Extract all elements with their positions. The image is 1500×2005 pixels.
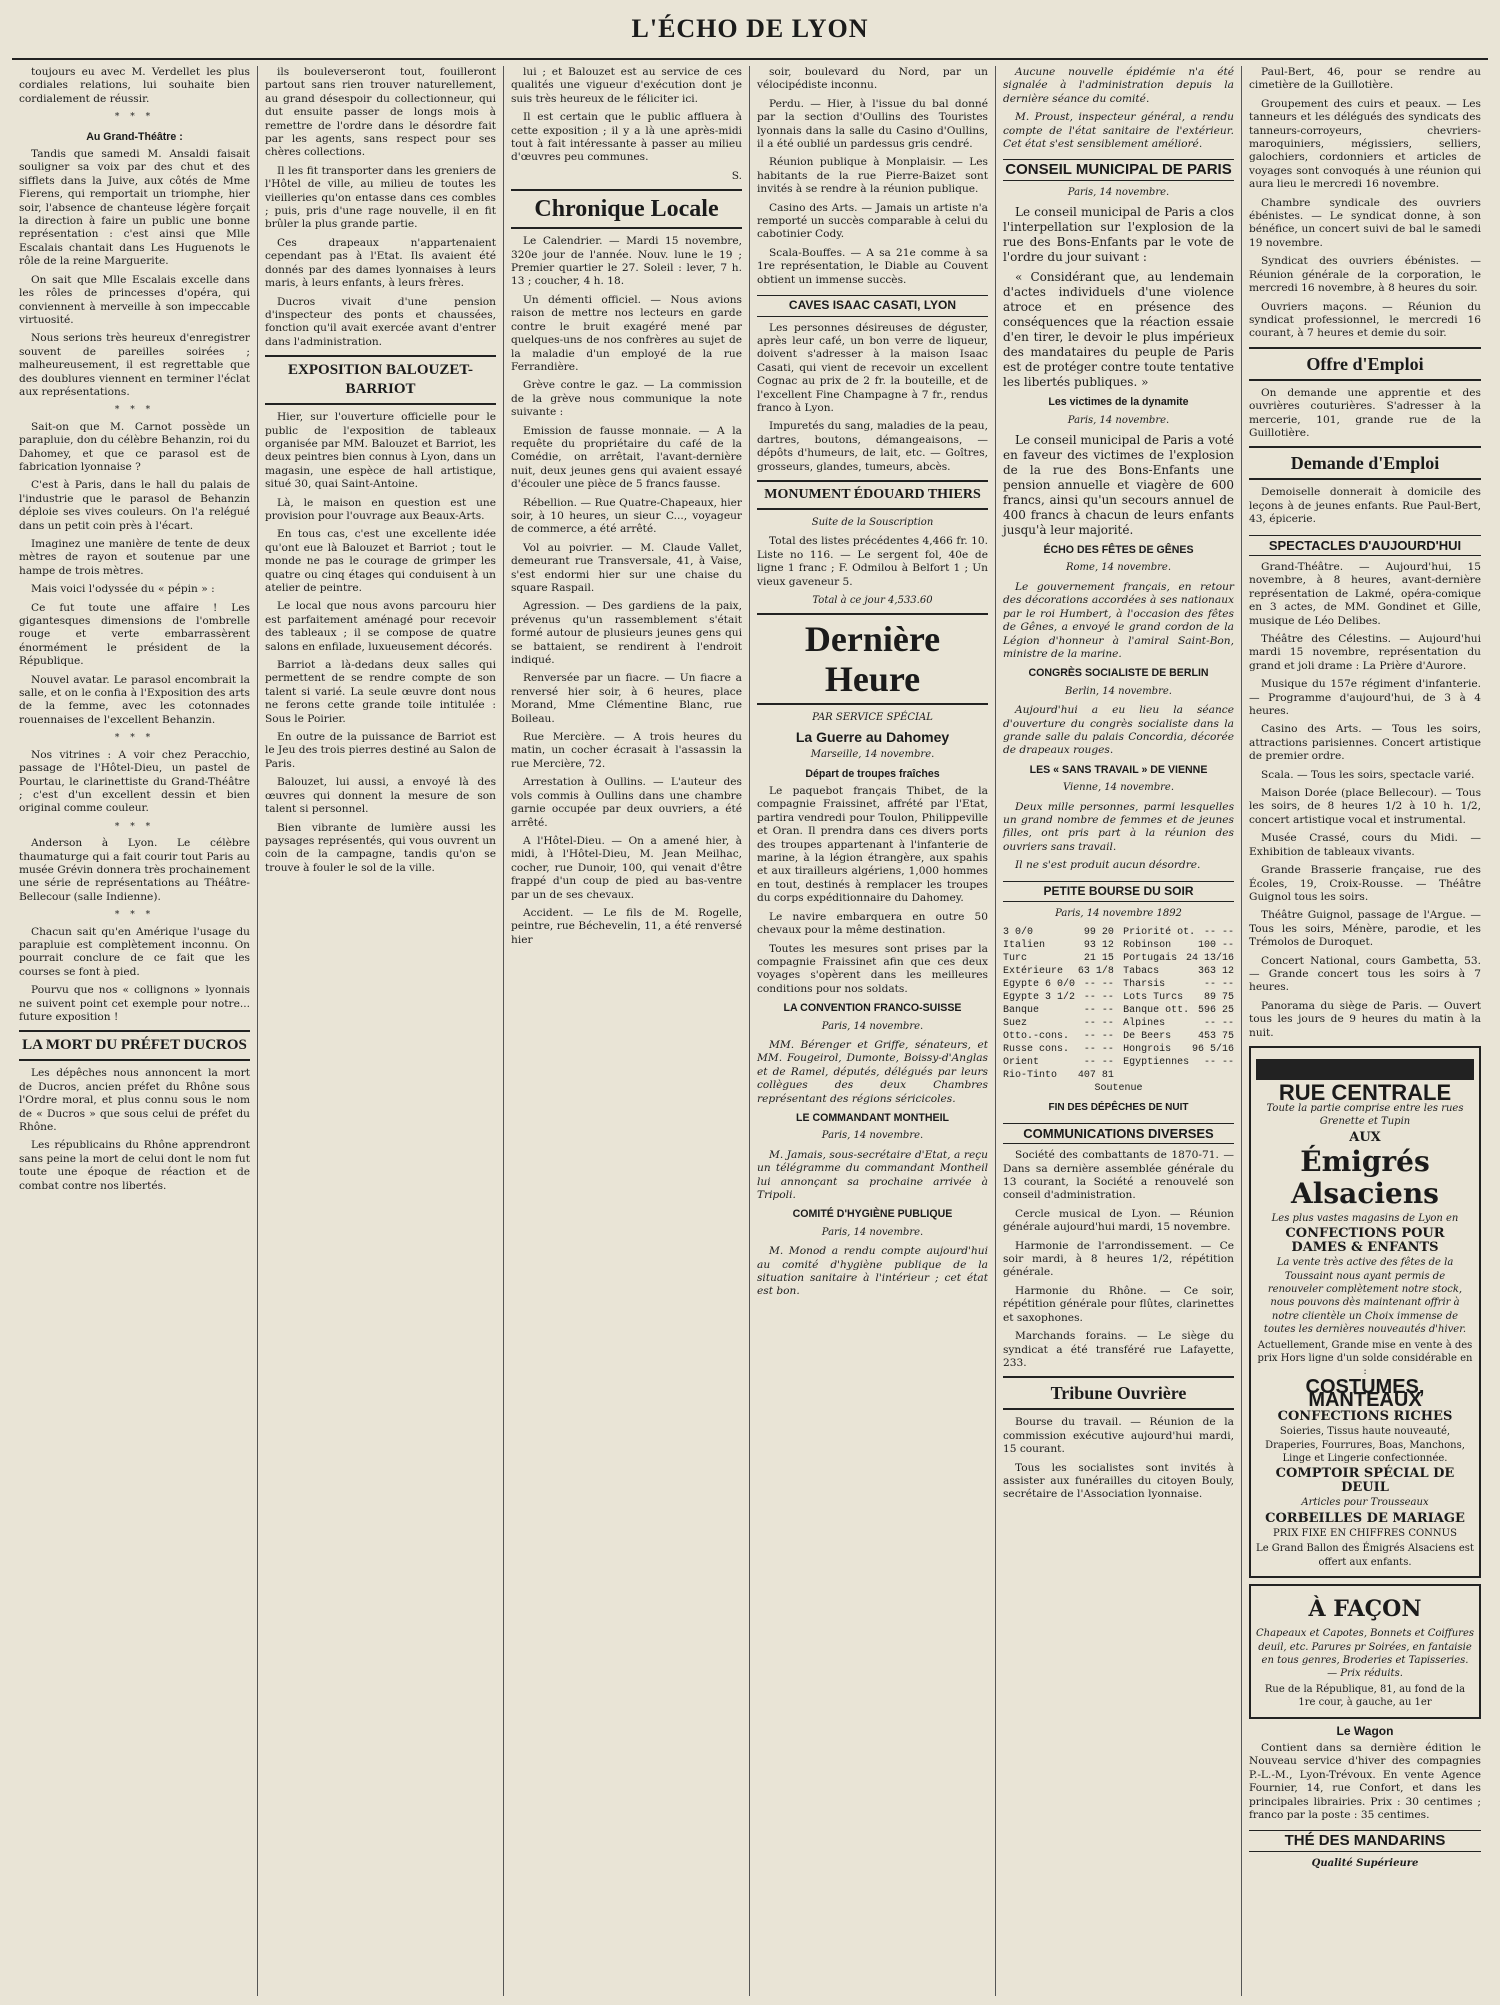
paragraph: Rue Mercière. — A trois heures du matin, un cocher écrasait à l'assassin la rue Mercière, 72. — [511, 731, 742, 770]
ad-subheading: Qualité Supérieure — [1311, 1857, 1419, 1869]
bourse-footer: Soutenue — [1094, 1083, 1143, 1095]
table-row: Orient -- -- — [1003, 1057, 1114, 1069]
paragraph: Les personnes désireuses de déguster, après leur café, un bon verre de liqueur, doivent s'adresser à la maison Isaac Casati, qui vient de recevoir un excellent Cognac au prix de 2 fr. la bouteille, et de l'excellent Fine Champagne à 7 fr., rendus franco à Lyon. — [757, 321, 988, 414]
table-row: 3 0/0 99 20 — [1003, 927, 1114, 939]
paragraph: Balouzet, lui aussi, a envoyé là des œuvres qui donnent la mesure de son talent si personnel. — [265, 776, 496, 816]
ad-heading-the: THÉ DES MANDARINS — [1249, 1830, 1481, 1851]
table-row: Egyptiennes -- -- — [1123, 1057, 1234, 1069]
paragraph: Emission de fausse monnaie. — A la requête du propriétaire du café de la Comédie, on arrêtait, l'avant-dernière nuit, deux jeunes gens qui avaient essayé d'écouler une pièce de 5 francs fausse. — [511, 424, 742, 491]
ad-text: Toute la partie comprise entre les rues Grenette et Tupin — [1266, 1102, 1464, 1128]
heading-demande-emploi: Demande d'Emploi — [1249, 446, 1481, 480]
paragraph: Harmonie de l'arrondissement. — Ce soir mardi, à 8 heures 1/2, répétition générale. — [1003, 1239, 1234, 1279]
paragraph: toujours eu avec M. Verdellet les plus cordiales relations, lui souhaite bien cordialement de réussir. — [19, 66, 250, 105]
paragraph: Ce fut toute une affaire ! Les gigantesques dimensions de l'ombrelle rouge et verte embarrassèrent énormément le président de la République. — [19, 601, 250, 668]
dateline: Vienne, 14 novembre. — [1062, 782, 1174, 794]
masthead-rule — [12, 58, 1488, 60]
paragraph: Casino des Arts. — Jamais un artiste n'a remporté un succès comparable à celui du cabotinier Cody. — [757, 201, 988, 241]
bourse-table — [1003, 926, 1234, 1095]
paragraph: Syndicat des ouvriers ébénistes. — Réunion générale de la corporation, le mercredi 16 novembre, à 8 heures du soir. — [1249, 255, 1481, 295]
paragraph: Grande Brasserie française, rue des Écoles, 19, Croix-Rousse. — Théâtre Guignol tous les soirs. — [1249, 864, 1481, 903]
ad-text: CORBEILLES DE MARIAGE — [1265, 1510, 1465, 1526]
dateline: Paris, 14 novembre. — [1067, 186, 1170, 198]
dateline: Paris, 14 novembre. — [821, 1020, 924, 1032]
paragraph: Réunion publique à Monplaisir. — Les habitants de la rue Pierre-Baizet sont invités à se rendre à la réunion publique. — [757, 156, 988, 196]
section-heading: LA CONVENTION FRANCO-SUISSE — [783, 1002, 962, 1015]
table-row: Egypte 6 0/0 -- -- — [1003, 979, 1114, 991]
column-3 — [504, 66, 750, 1996]
paragraph: Cercle musical de Lyon. — Réunion générale aujourd'hui mardi, 15 novembre. — [1003, 1207, 1234, 1234]
ad-text: COMPTOIR SPÉCIAL DE DEUIL — [1275, 1466, 1455, 1495]
paragraph: Marchands forains. — Le siège du syndicat a été transféré rue Lafayette, 233. — [1003, 1330, 1234, 1369]
article-heading-chronique: Chronique Locale — [511, 189, 742, 229]
section-heading-conseil: CONSEIL MUNICIPAL DE PARIS — [1003, 159, 1234, 180]
separator-stars: * * * — [114, 733, 155, 744]
separator-stars: * * * — [114, 405, 155, 416]
paragraph: Ouvriers maçons. — Réunion du syndicat professionnel, le mercredi 16 courant, à 7 heures et demie du soir. — [1249, 300, 1481, 340]
paragraph: Les républicains du Rhône apprendront sans peine la mort de celui dont le nom fut toute une époque de réaction et de combat contre nos libertés. — [19, 1139, 250, 1192]
paragraph: Grève contre le gaz. — La commission de la grève nous communique la note suivante : — [511, 379, 742, 419]
section-heading-bourse: PETITE BOURSE DU SOIR — [1003, 881, 1234, 902]
ad-banner — [1256, 1059, 1474, 1080]
paragraph: Vol au poivrier. — M. Claude Vallet, demeurant rue Transversale, 41, à Vaise, s'est endormi hier sur une chaise du square Raspail. — [511, 541, 742, 594]
column-2 — [258, 66, 504, 1996]
paragraph: Mais voici l'odyssée du « pépin » : — [31, 583, 215, 596]
section-heading: Les victimes de la dynamite — [1048, 396, 1189, 409]
paragraph: Il est certain que le public affluera à cette exposition ; il y a là une après-midi tout à fait intéressante à passer au milieu d'œuvres peu communes. — [511, 111, 742, 164]
paragraph: Demoiselle donnerait à domicile des leçons à de jeunes enfants. Rue Paul-Bert, 43, épicerie. — [1249, 486, 1481, 526]
subscription-total: Total à ce jour 4,533.60 — [812, 595, 933, 606]
table-row: Hongrois 96 5/16 — [1123, 1044, 1234, 1056]
paragraph: Accident. — Le fils de M. Rogelle, peintre, rue Béchevelin, 11, a été renversé hier — [511, 906, 742, 946]
paragraph: Agression. — Des gardiens de la paix, prévenus qu'un rassemblement s'était formé autour de plusieurs jeunes gens qui se battaient, se rendirent à l'endroit indiqué. — [511, 600, 742, 667]
paragraph: Hier, sur l'ouverture officielle pour le public de l'exposition de tableaux organisée par MM. Balouzet et Barriot, les deux peintres bien connus à Lyon, dans un magasin, une espèce de hall artistique, situé 30, quai Saint-Antoine. — [265, 411, 496, 491]
table-row: De Beers 453 75 — [1123, 1031, 1234, 1043]
subheading: Départ de troupes fraîches — [805, 767, 940, 780]
paragraph: Total des listes précédentes 4,466 fr. 10. Liste no 116. — Le sergent fol, 40e de ligne 1 franc ; F. Odmilou à Belfort 1 ; Un vieux gaveneur 5. — [757, 535, 988, 588]
paragraph: Perdu. — Hier, à l'issue du bal donné par la section d'Oullins des Touristes lyonnais dans la salle du Casino d'Oullins, il a été oublié un pardessus gris cendré. — [757, 97, 988, 151]
separator-stars: * * * — [114, 112, 155, 123]
paragraph: Théâtre des Célestins. — Aujourd'hui mardi 15 novembre, représentation du grand et joli drame : La Prière d'Aurore. — [1249, 633, 1481, 672]
paragraph: Le conseil municipal de Paris a clos l'interpellation sur l'explosion de la rue des Bons-Enfants par le vote de l'ordre du jour suivant : — [1003, 205, 1234, 265]
paragraph: Nos vitrines : A voir chez Peracchio, passage de l'Hôtel-Dieu, un pastel de Pourtau, le clarinettiste du Grand-Théâtre ; c'est d'un excellent dessin et bien original comme couleur. — [19, 748, 250, 815]
paragraph: Scala. — Tous les soirs, spectacle varié. — [1261, 768, 1475, 781]
ad-text: Chapeaux et Capotes, Bonnets et Coiffures deuil, etc. Parures pr Soirées, en fantaisie en tous genres, Broderies et Tapisseries. — Prix réduits. — [1256, 1628, 1475, 1680]
paragraph: Pourvu que nos « collignons » lyonnais ne suivent point cet exemple pour notre... future exposition ! — [19, 984, 250, 1023]
ad-text: CONFECTIONS POUR DAMES & ENFANTS — [1285, 1226, 1445, 1255]
table-row: Rio-Tinto 407 81 — [1003, 1070, 1114, 1082]
table-row: Robinson 100 -- — [1123, 940, 1234, 952]
paragraph: Imaginez une manière de tente de deux mètres de rayon et soutenue par une hampe de trois mètres. — [19, 538, 250, 577]
newspaper-title: L'ÉCHO DE LYON — [631, 14, 869, 43]
paragraph: En tous cas, c'est une excellente idée qu'ont eue là Balouzet et Barriot ; tout le monde ne pas le courage de grimper les quatre ou cinq étages qui conduisent à un atelier de peintre. — [265, 528, 496, 594]
table-row: Tabacs 363 12 — [1123, 966, 1234, 978]
paragraph: Le navire embarquera en outre 50 chevaux pour la même destination. — [757, 910, 988, 937]
paragraph: Il les fit transporter dans les greniers de l'Hôtel de ville, au milieu de toutes les vieilleries qu'on entasse dans ces combles ; puis, pris d'une rage nouvelle, il en fit brûler la plus grande partie. — [265, 164, 496, 231]
table-row: Tharsis -- -- — [1123, 979, 1234, 991]
dateline: Paris, 14 novembre. — [821, 1130, 924, 1142]
signature: S. — [731, 169, 742, 182]
paragraph: lui ; et Balouzet est au service de ces qualités une vigueur d'exécution dont je suis très heureux de le féliciter ici. — [511, 66, 742, 105]
paragraph: Renversée par un fiacre. — Un fiacre a renversé hier soir, à 6 heures, place Morand, Mme Clémentine Blanc, rue Boileau. — [511, 672, 742, 725]
ad-heading-caves: CAVES ISAAC CASATI, LYON — [757, 295, 988, 316]
paragraph: Paul-Bert, 46, pour se rendre au cimetière de la Guillotière. — [1249, 66, 1481, 92]
table-row: Lots Turcs 89 75 — [1123, 992, 1234, 1004]
column-1 — [12, 66, 258, 1996]
dateline: Paris, 14 novembre. — [821, 1226, 924, 1238]
paragraph: Le local que nous avons parcouru hier est parfaitement aménagé pour recevoir des tableaux ; il se compose de quatre salons en enfilade, luxueusement décorés. — [265, 600, 496, 653]
table-row: Portugais 24 13/16 — [1123, 953, 1234, 965]
paragraph: Sait-on que M. Carnot possède un parapluie, don du célèbre Behanzin, roi du Dahomey, et que ce parasol est de fabrication lyonnaise ? — [19, 420, 250, 473]
section-heading-wagon: Le Wagon — [1336, 1723, 1394, 1738]
ad-text: Les plus vastes magasins de Lyon en — [1271, 1213, 1459, 1224]
paragraph: Scala-Bouffes. — A sa 21e comme à sa 1re représentation, le Diable au Couvent obtient un immense succès. — [757, 246, 988, 286]
table-row: Russe cons. -- -- — [1003, 1044, 1114, 1056]
table-row: Egypte 3 1/2 -- -- — [1003, 992, 1114, 1004]
table-row: Priorité ot. -- -- — [1123, 927, 1234, 939]
ad-text: CONFECTIONS RICHES — [1277, 1408, 1453, 1424]
paragraph: Harmonie du Rhône. — Ce soir, répétition générale pour flûtes, clarinettes et saxophones. — [1003, 1284, 1234, 1324]
ad-text: PRIX FIXE EN CHIFFRES CONNUS — [1273, 1527, 1457, 1539]
section-heading-tribune: Tribune Ouvrière — [1003, 1376, 1234, 1410]
ad-heading: À FAÇON — [1308, 1596, 1422, 1623]
paragraph: Toutes les mesures sont prises par la compagnie Fraissinet afin que ces deux voyages s'opèrent dans les meilleures conditions pour nos soldats. — [757, 942, 988, 995]
paragraph: Contient dans sa dernière édition le Nouveau service d'hiver des compagnies P.-L.-M., Lyon-Trévoux. En vente Agence Fournier, 14, rue Confort, et dans les principales librairies. Prix : 30 centimes ; franco par la poste : 35 centimes. — [1249, 1742, 1481, 1822]
ad-text: Articles pour Trousseaux — [1301, 1497, 1429, 1509]
dateline: Rome, 14 novembre. — [1066, 562, 1171, 574]
paragraph: MM. Bérenger et Griffe, sénateurs, et MM. Fougeirol, Dumonte, Boissy-d'Anglas et de Ramel, députés, délégués par leurs collègues des deux Chambres représentant des régions séricicoles. — [757, 1038, 988, 1105]
column-6 — [1242, 66, 1488, 1996]
paragraph: Ducros vivait d'une pension d'inspecteur des ponts et chaussées, fonction qu'il avait exercée avant d'entrer dans l'administration. — [265, 295, 496, 348]
paragraph: M. Proust, inspecteur général, a rendu compte de l'état sanitaire de l'extérieur. Cet état s'est sensiblement amélioré. — [1003, 111, 1234, 151]
paragraph: Rébellion. — Rue Quatre-Chapeaux, hier soir, à 10 heures, un sieur C..., voyageur de commerce, a été arrêté. — [511, 496, 742, 536]
masthead — [0, 0, 1500, 58]
bourse-left — [1003, 926, 1114, 1082]
paragraph: ils bouleverseront tout, fouilleront partout sans rien trouver naturellement, au grand désespoir du collectionneur, qui dut ensuite passer de longs mois à remettre de l'ordre dans le désordre fait par les agents, sans respect pour ses chères collections. — [265, 66, 496, 159]
paragraph: Société des combattants de 1870-71. — Dans sa dernière assemblée générale du 13 courant, la Société a renouvelé son conseil d'administration. — [1003, 1149, 1234, 1202]
paragraph: Aujourd'hui a eu lieu la séance d'ouverture du congrès socialiste dans la grande salle du palais Concordia, décorée de drapeaux rouges. — [1003, 704, 1234, 757]
paragraph: Maison Dorée (place Bellecour). — Tous les soirs, de 8 heures 1/2 à 10 h. 1/2, concert artistique vocal et instrumental. — [1249, 787, 1481, 826]
paragraph: Impuretés du sang, maladies de la peau, dartres, boutons, démangeaisons, — dépôts d'humeurs, de lait, etc. — Goîtres, grosseurs, glandes, tumeurs, abcès. — [757, 420, 988, 473]
article-heading-monument: MONUMENT ÉDOUARD THIERS — [757, 480, 988, 510]
article-heading-derniere-heure: Dernière Heure — [757, 613, 988, 705]
section-heading: Au Grand-Théâtre : — [86, 130, 183, 143]
paragraph: Le gouvernement français, en retour des décorations accordées à ses nationaux par le roi Humbert, à l'occasion des fêtes de Gênes, a envoyé le grand cordon de la Légion d'honneur à l'amiral Saint-Bon, ministre de la marine. — [1003, 580, 1234, 660]
section-heading: LES « SANS TRAVAIL » DE VIENNE — [1029, 763, 1208, 776]
section-heading: COMITÉ D'HYGIÈNE PUBLIQUE — [792, 1208, 953, 1221]
paragraph: On sait que Mlle Escalais excelle dans les rôles de princesses d'opéra, qui conviennent à merveille à son impeccable virtuosité. — [19, 273, 250, 326]
paragraph: Là, le maison en question est une provision pour l'ouvrage aux Beaux-Arts. — [265, 496, 496, 522]
paragraph: Il ne s'est produit aucun désordre. — [1015, 859, 1201, 872]
table-row: Extérieure 63 1/8 — [1003, 966, 1114, 978]
separator-stars: * * * — [114, 910, 155, 921]
paragraph: Musée Crassé, cours du Midi. — Exhibition de tableaux vivants. — [1249, 832, 1481, 858]
dateline: Marseille, 14 novembre. — [810, 749, 935, 761]
dateline: Berlin, 14 novembre. — [1065, 685, 1172, 697]
ad-text: La vente très active des fêtes de la Toussaint nous ayant permis de renouveler complètement notre stock, nous pouvons dès maintenant offrir à notre clientèle un Choix immense de toutes les dernières nouveautés d'hiver. — [1263, 1257, 1467, 1336]
ad-text: Rue de la République, 81, au fond de la 1re cour, à gauche, au 1er — [1264, 1683, 1466, 1709]
paragraph: Grand-Théâtre. — Aujourd'hui, 15 novembre, à 8 heures, avant-dernière représentation de Lakmé, opéra-comique en 3 actes, de MM. Gondinet et Gille, musique de Léo Delibes. — [1249, 560, 1481, 627]
paragraph: Tous les socialistes sont invités à assister aux funérailles du citoyen Bouly, secrétaire de l'Association lyonnaise. — [1003, 1461, 1234, 1501]
paragraph: Chacun sait qu'en Amérique l'usage du parapluie est complètement inconnu. On pourrait conclure de ce fait que les courses se font à pied. — [19, 925, 250, 978]
subheading: PAR SERVICE SPÉCIAL — [812, 712, 933, 724]
ad-text: Soieries, Tissus haute nouveauté, Draperies, Fourrures, Boas, Manchons, Linge et Lingerie confectionnée. — [1265, 1426, 1465, 1464]
paragraph: Nouvel avatar. Le parasol encombrait la salle, et on le confia à l'Exposition des arts de la femme, avec les cotonnades rouennaises de l'excellent Behanzin. — [19, 673, 250, 726]
column-5 — [996, 66, 1242, 1996]
paragraph: Nous serions très heureux d'enregistrer souvent de pareilles soirées ; malheureusement, il est regrettable que des doublures viennent en terminer l'éclat aux représentations. — [19, 332, 250, 398]
ad-text: AUX — [1349, 1129, 1381, 1145]
paragraph: Aucune nouvelle épidémie n'a été signalée à l'administration depuis la dernière séance du comité. — [1003, 66, 1234, 105]
article-heading-exposition: EXPOSITION BALOUZET-BARRIOT — [265, 355, 496, 405]
paragraph: En outre de la puissance de Barriot est le Jeu des trois pierres destiné au Salon de Paris. — [265, 731, 496, 770]
bourse-right — [1123, 926, 1234, 1082]
advertisement-facon — [1249, 1584, 1481, 1718]
paragraph: M. Monod a rendu compte aujourd'hui au comité d'hygiène publique de la situation sanitaire à l'intérieur ; cet état est bon. — [757, 1245, 988, 1298]
paragraph: soir, boulevard du Nord, par un vélocipédiste inconnu. — [757, 66, 988, 92]
paragraph: Deux mille personnes, parmi lesquelles un grand nombre de femmes et de jeunes filles, ont pris part à la réunion des ouvriers sans travail. — [1003, 800, 1234, 853]
paragraph: Le paquebot français Thibet, de la compagnie Fraissinet, affrété par l'Etat, partira vendredi pour Toulon, Philippeville et Oran. Il prendra dans ces divers ports des troupes appartenant à l'infanterie de marine, à la légion étrangère, aux spahis et aux tirailleurs algériens, 1,000 hommes en tout, destinés à remplacer les troupes du corps expéditionnaire du Dahomey. — [757, 785, 988, 905]
dateline: Paris, 14 novembre 1892 — [1055, 908, 1182, 919]
section-heading: CONGRÈS SOCIALISTE DE BERLIN — [1028, 667, 1209, 680]
dateline: Paris, 14 novembre. — [1067, 414, 1170, 426]
ad-text: RUE CENTRALE — [1278, 1080, 1452, 1106]
columns — [12, 66, 1488, 1996]
paragraph: Bien vibrante de lumière aussi les paysages représentés, qui vous ouvrent un coin de la campagne, tandis qu'on se trouve à fouler le sol de la ville. — [265, 821, 496, 874]
paragraph: « Considérant que, au lendemain d'actes individuels d'une violence atroce et en présence des conséquences que la réaction essaie d'en tirer, le devoir le plus impérieux des mandataires du peuple de Paris est de protéger contre toute tentative les libertés publiques. » — [1003, 270, 1234, 390]
separator-stars: * * * — [114, 821, 155, 832]
paragraph: C'est à Paris, dans le hall du palais de l'industrie que le parasol de Behanzin déploie ses vives couleurs. On l'a relégué dans un petit coin près à l'écart. — [19, 479, 250, 532]
section-heading: La Guerre au Dahomey — [795, 728, 950, 745]
ad-text: COSTUMES, MANTEAUX — [1305, 1375, 1425, 1412]
table-row: Turc 21 15 — [1003, 953, 1114, 965]
heading-offre-emploi: Offre d'Emploi — [1249, 347, 1481, 381]
table-row: Banque ott. 596 25 — [1123, 1005, 1234, 1017]
article-heading-ducros: LA MORT DU PRÉFET DUCROS — [19, 1030, 250, 1061]
paragraph: A l'Hôtel-Dieu. — On a amené hier, à midi, à l'Hôtel-Dieu, M. Jean Meilhac, cocher, rue Dunoir, 100, qui venait d'être frappé d'un coup de pied au bas-ventre par un de ses chevaux. — [511, 834, 742, 901]
paragraph: Les dépêches nous annoncent la mort de Ducros, ancien préfet du Rhône sous l'Ordre moral, et plus connu sous le nom de « Ducros » que sous celui de préfet du Rhône. — [19, 1067, 250, 1134]
table-row: Banque -- -- — [1003, 1005, 1114, 1017]
paragraph: Ces drapeaux n'appartenaient cependant pas à l'Etat. Ils avaient été donnés par des dames lyonnaises à leurs maris, à leurs enfants, à leurs frères. — [265, 236, 496, 290]
bourse-row — [1003, 926, 1234, 1082]
paragraph: Un démenti officiel. — Nous avions raison de mettre nos lecteurs en garde contre le bruit exagéré mené par quelques-uns de nos confrères au sujet de la maladie d'un employé de la rue Ferrandière. — [511, 293, 742, 373]
advertisement-emigres-alsaciens — [1249, 1046, 1481, 1578]
section-heading: LE COMMANDANT MONTHEIL — [795, 1111, 949, 1124]
table-row: Italien 93 12 — [1003, 940, 1114, 952]
paragraph: Le conseil municipal de Paris a voté en faveur des victimes de l'explosion de la rue des Bons-Enfants une pension annuelle et viagère de 600 francs, ainsi qu'un secours annuel de 400 francs à chacun de leurs enfants jusqu'à leur majorité. — [1003, 433, 1234, 538]
table-row: Suez -- -- — [1003, 1018, 1114, 1030]
heading-spectacles: SPECTACLES D'AUJOURD'HUI — [1249, 535, 1481, 556]
ad-text: Actuellement, Grande mise en vente à des prix Hors ligne d'un solde considérable en : — [1257, 1339, 1473, 1378]
section-heading: FIN DES DÉPÊCHES DE NUIT — [1048, 1102, 1189, 1114]
paragraph: Tandis que samedi M. Ansaldi faisait souligner sa voix par des chut et des sifflets dans la Juive, aux côtés de Mme Fierens, qui remportait un triomphe, hier soir, l'absence de chanteuse légère forçait la direction à faire un public une bonne représentation : c'est ainsi que Mlle Escalais chantait dans Les Huguenots le rôle de la reine Marguerite. — [19, 148, 250, 268]
paragraph: M. Jamais, sous-secrétaire d'Etat, a reçu un télégramme du commandant Montheil lui annonçant sa prochaine arrivée à Tripoli. — [757, 1148, 988, 1201]
paragraph: Barriot a là-dedans deux salles qui permettent de se rendre compte de son talent si varié. La seule œuvre dont nous ne ferons cette grande toile intitulée : Sous le Poirier. — [265, 659, 496, 725]
paragraph: Le Calendrier. — Mardi 15 novembre, 320e jour de l'année. Nouv. lune le 19 ; Premier quartier le 27. Soleil : lever, 7 h. 13 ; coucher, 4 h. 18. — [511, 235, 742, 288]
ad-text: Le Grand Ballon des Émigrés Alsaciens est offert aux enfants. — [1256, 1543, 1474, 1568]
section-heading: ÉCHO DES FÊTES DE GÊNES — [1043, 544, 1194, 557]
column-4 — [750, 66, 996, 1996]
subheading: Suite de la Souscription — [811, 516, 934, 528]
paragraph: On demande une apprentie et des ouvrières couturières. S'adresser à la mercerie, 101, grande rue de la Guillotière. — [1249, 386, 1481, 439]
paragraph: Groupement des cuirs et peaux. — Les tanneurs et les délégués des syndicats des tanneurs-corroyeurs, chevriers-maroquiniers, mégissiers, selliers, galochiers, cordonniers et articles de voyages sont convoqués à une réunion qui aura lieu le mercredi 16 novembre. — [1249, 97, 1481, 191]
paragraph: Concert National, cours Gambetta, 53. — Grande concert tous les soirs à 7 heures. — [1249, 954, 1481, 994]
paragraph: Bourse du travail. — Réunion de la commission exécutive aujourd'hui mardi, 15 courant. — [1003, 1416, 1234, 1456]
table-row: Alpines -- -- — [1123, 1018, 1234, 1030]
paragraph: Arrestation à Oullins. — L'auteur des vols commis à Oullins dans une chambre garnie occupée par deux ouvriers, a été arrêté. — [511, 776, 742, 829]
paragraph: Chambre syndicale des ouvriers ébénistes. — Le syndicat donne, à son bénéfice, un concert suivi de bal le samedi 19 novembre. — [1249, 196, 1481, 249]
paragraph: Anderson à Lyon. Le célèbre thaumaturge qui a fait courir tout Paris au musée Grévin donnera très prochainement une série de représentations au Théâtre-Bellecour (salle Indienne). — [19, 837, 250, 903]
paragraph: Théâtre Guignol, passage de l'Argue. — Tous les soirs, Ménère, parodie, et les Trémolos de Duroquet. — [1249, 909, 1481, 949]
ad-brand: Émigrés Alsaciens — [1291, 1145, 1439, 1210]
paragraph: Casino des Arts. — Tous les soirs, attractions parisiennes. Concert artistique de premier ordre. — [1249, 723, 1481, 763]
paragraph: Musique du 157e régiment d'infanterie. — Programme d'aujourd'hui, de 3 à 4 heures. — [1249, 678, 1481, 718]
table-row: Otto.-cons. -- -- — [1003, 1031, 1114, 1043]
section-heading-communications: COMMUNICATIONS DIVERSES — [1003, 1123, 1234, 1144]
paragraph: Panorama du siège de Paris. — Ouvert tous les jours de 9 heures du matin à la nuit. — [1249, 999, 1481, 1039]
